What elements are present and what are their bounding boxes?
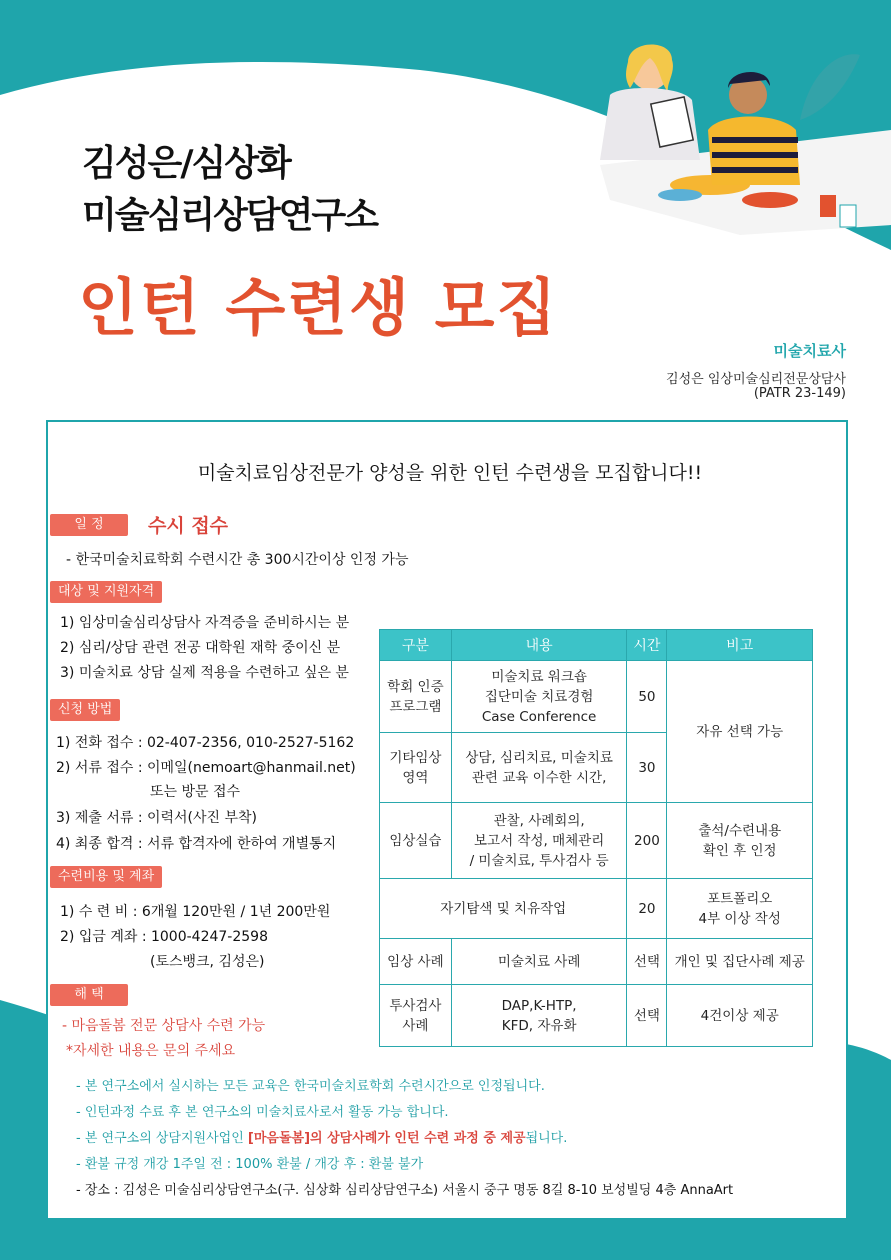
title-line1: 김성은/심상화 (82, 143, 290, 184)
table-header: 내용 (451, 630, 627, 661)
table-cell: 선택 (627, 985, 667, 1047)
benefit-line: *자세한 내용은 문의 주세요 (66, 1043, 236, 1059)
table-cell: 투사검사 사례 (380, 985, 452, 1047)
fee-tag: 수련비용 및 계좌 (50, 866, 162, 888)
apply-item: 2) 서류 접수 : 이메일(nemoart@hanmail.net) (56, 760, 356, 776)
table-cell: 임상 사례 (380, 939, 452, 985)
table-cell: 학회 인증 프로그램 (380, 661, 452, 733)
apply-tag: 신청 방법 (50, 699, 120, 721)
training-hours-table (379, 629, 813, 1047)
eligibility-item: 1) 임상미술심리상담사 자격증을 준비하시는 분 (60, 615, 350, 631)
table-cell: 선택 (627, 939, 667, 985)
table-cell: 자기탐색 및 치유작업 (380, 879, 627, 939)
paint-cup-icon (820, 195, 836, 217)
eligibility-tag: 대상 및 지원자격 (50, 581, 162, 603)
artist-man-illustration (708, 72, 800, 185)
table-cell: 관찰, 사례회의, 보고서 작성, 매체관리 / 미술치료, 투사검사 등 (451, 803, 627, 879)
apply-item: 4) 최종 합격 : 서류 합격자에 한하여 개별통지 (56, 836, 337, 852)
table-cell: 개인 및 집단사례 제공 (667, 939, 813, 985)
table-cell: 4건이상 제공 (667, 985, 813, 1047)
table-header: 시간 (627, 630, 667, 661)
table-cell: 미술치료 워크숍 집단미술 치료경험 Case Conference (451, 661, 627, 733)
plant-illustration (800, 54, 860, 120)
benefit-tag: 해 택 (50, 984, 128, 1006)
table-cell: DAP,K-HTP, KFD, 자유화 (451, 985, 627, 1047)
note-highlight: [마음돌봄]의 상담사례가 인턴 수련 과정 중 제공 (247, 1131, 526, 1146)
table-cell: 20 (627, 879, 667, 939)
note-text: 됩니다. (525, 1131, 568, 1146)
table-cell: 자유 선택 가능 (667, 661, 813, 803)
subtitle: 미술치료임상전문가 양성을 위한 인턴 수련생을 모집합니다!! (197, 462, 703, 484)
table-cell: 미술치료 사례 (451, 939, 627, 985)
table-cell: 출석/수련내용 확인 후 인정 (667, 803, 813, 879)
table-cell: 상담, 심리치료, 미술치료 관련 교육 이수한 시간, (451, 733, 627, 803)
schedule-tag: 일 정 (50, 514, 128, 536)
table-cell: 포트폴리오 4부 이상 작성 (667, 879, 813, 939)
table-header: 비고 (667, 630, 813, 661)
fee-item: 2) 입금 계좌 : 1000-4247-2598 (60, 929, 268, 945)
benefit-line: - 마음돌봄 전문 상담사 수련 가능 (62, 1018, 266, 1034)
schedule-note: - 한국미술치료학회 수련시간 총 300시간이상 인정 가능 (66, 552, 409, 568)
table-cell: 임상실습 (380, 803, 452, 879)
eligibility-item: 3) 미술치료 상담 실제 적용을 수련하고 싶은 분 (60, 665, 349, 681)
table-header: 구분 (380, 630, 452, 661)
therapist-code: (PATR 23-149) (753, 386, 846, 401)
artist-woman-illustration (600, 44, 700, 160)
title-line2: 미술심리상담연구소 (82, 195, 377, 236)
table-cell: 30 (627, 733, 667, 803)
table-cell: 200 (627, 803, 667, 879)
eligibility-item: 2) 심리/상담 관련 전공 대학원 재학 중이신 분 (60, 640, 341, 656)
therapist-name: 김성은 임상미술심리전문상담사 (666, 372, 846, 387)
apply-item: 또는 방문 접수 (150, 784, 241, 800)
schedule-value: 수시 접수 (148, 515, 229, 537)
apply-item: 3) 제출 서류 : 이력서(사진 부착) (56, 810, 258, 826)
note-line: - 환불 규정 개강 1주일 전 : 100% 환불 / 개강 후 : 환불 불가 (76, 1157, 424, 1172)
apply-item: 1) 전화 접수 : 02-407-2356, 010-2527-5162 (56, 735, 355, 751)
table-cell: 기타임상 영역 (380, 733, 452, 803)
fee-item: 1) 수 련 비 : 6개월 120만원 / 1년 200만원 (60, 904, 331, 920)
table-cell: 50 (627, 661, 667, 733)
note-line (76, 1127, 567, 1146)
note-line: - 인턴과정 수료 후 본 연구소의 미술치료사로서 활동 가능 합니다. (76, 1105, 449, 1120)
fee-item: (토스뱅크, 김성은) (150, 954, 265, 970)
location-line: - 장소 : 김성은 미술심리상담연구소(구. 심상화 심리상담연구소) 서울시 중구 명동 8길 8-10 보성빌딩 4층 AnnaArt (76, 1183, 734, 1198)
therapist-role: 미술치료사 (773, 342, 846, 360)
note-line: - 본 연구소에서 실시하는 모든 교육은 한국미술치료학회 수련시간으로 인정됩니다. (76, 1079, 545, 1094)
note-text: - 본 연구소의 상담지원사업인 (76, 1131, 248, 1146)
headline: 인턴 수련생 모집 (78, 271, 559, 344)
